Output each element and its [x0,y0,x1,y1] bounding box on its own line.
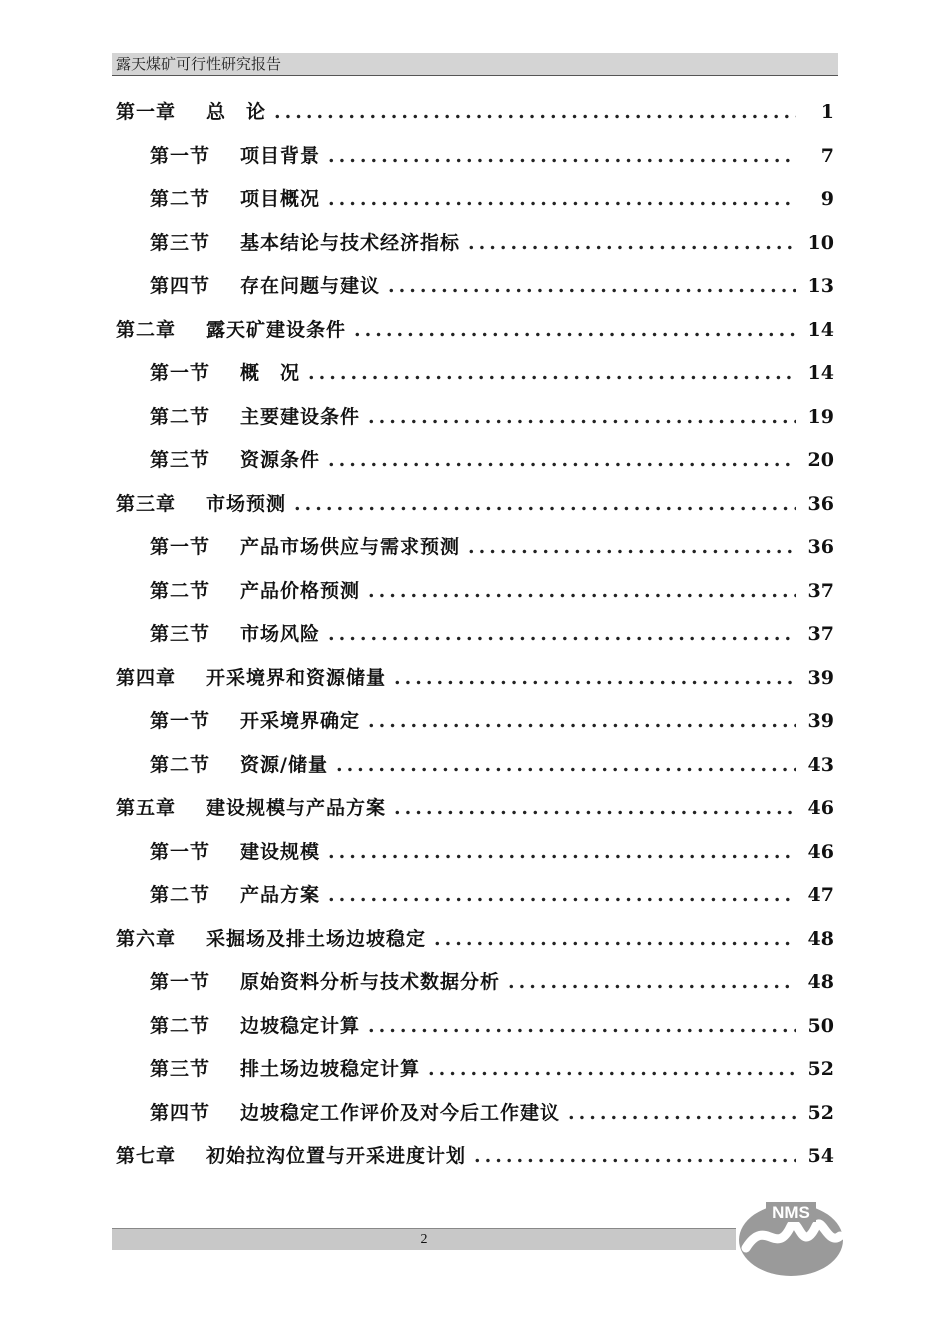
toc-section-entry[interactable] [150,704,834,734]
toc-entry-label [116,926,426,952]
toc-entry-number: 第一节 [150,536,211,558]
toc-entry-page: 52 [807,1101,834,1124]
toc-leader-dots [368,404,796,430]
toc-entry-title: 原始资料分析与技术数据分析 [240,971,501,993]
toc-entry-title: 建设规模 [240,840,321,863]
toc-leader-dots [328,186,796,212]
nms-logo-icon [736,1196,846,1276]
toc-entry-page: 39 [807,666,834,689]
toc-section-entry[interactable] [150,182,834,212]
toc-entry-label [150,447,320,473]
toc-section-entry[interactable] [150,269,834,299]
toc-entry-page: 47 [807,884,834,906]
toc-leader-dots [468,230,796,256]
toc-entry-title: 项目背景 [240,144,321,167]
toc-entry-title: 基本结论与技术经济指标 [240,231,461,254]
toc-entry-page: 36 [807,536,834,558]
toc-entry-number: 第二节 [150,405,211,428]
toc-entry-number: 第一节 [150,710,211,732]
toc-entry-number: 第二节 [150,1014,211,1037]
toc-entry-label [150,621,320,647]
toc-entry-page: 46 [807,797,834,819]
toc-entry-label [116,1143,466,1169]
toc-leader-dots [368,1013,796,1039]
toc-entry-label [150,578,360,604]
toc-entry-title: 产品价格预测 [240,579,361,602]
toc-section-entry[interactable] [150,878,834,908]
toc-section-entry[interactable] [150,1096,834,1126]
toc-chapter-entry[interactable] [116,95,834,125]
toc-entry-label [116,99,266,125]
toc-entry-number: 第一节 [150,144,211,167]
toc-section-entry[interactable] [150,617,834,647]
toc-entry-label [150,1056,420,1082]
toc-entry-title: 总 论 [206,101,267,123]
toc-entry-label [150,404,360,430]
toc-entry-number: 第五章 [116,797,177,819]
toc-section-entry[interactable] [150,748,834,778]
toc-chapter-entry[interactable] [116,661,834,691]
toc-entry-number: 第三节 [150,1058,211,1080]
toc-entry-title: 排土场边坡稳定计算 [240,1058,421,1080]
toc-entry-label [116,795,386,821]
toc-entry-title: 存在问题与建议 [240,275,381,297]
toc-entry-page: 19 [807,405,834,428]
logo-text: NMS [772,1203,810,1222]
toc-entry-page: 14 [807,318,834,341]
toc-entry-page: 46 [807,840,834,863]
toc-entry-label [150,186,320,212]
toc-section-entry[interactable] [150,530,834,560]
toc-leader-dots [368,578,796,604]
toc-leader-dots [328,882,796,908]
toc-leader-dots [468,534,796,560]
toc-leader-dots [474,1143,796,1169]
toc-leader-dots [274,99,796,125]
toc-entry-title: 项目概况 [240,188,321,210]
report-title: 露天煤矿可行性研究报告 [116,55,282,73]
toc-entry-label [150,969,500,995]
toc-entry-label [150,230,460,256]
toc-entry-number: 第二节 [150,884,211,906]
toc-chapter-entry[interactable] [116,791,834,821]
toc-entry-page: 9 [820,188,834,210]
toc-entry-title: 资源/储量 [240,753,328,776]
toc-chapter-entry[interactable] [116,487,834,517]
toc-entry-page: 48 [807,927,834,950]
toc-entry-page: 37 [807,579,834,602]
toc-entry-title: 产品市场供应与需求预测 [240,536,461,558]
toc-leader-dots [394,665,796,691]
toc-entry-label [116,317,346,343]
toc-entry-number: 第四节 [150,275,211,297]
toc-leader-dots [294,491,796,517]
toc-entry-label [150,708,360,734]
toc-leader-dots [328,143,796,169]
toc-entry-label [116,665,386,691]
toc-entry-label [150,1100,560,1126]
toc-entry-title: 市场风险 [240,623,321,645]
toc-entry-number: 第三章 [116,492,177,515]
toc-entry-number: 第四章 [116,666,177,689]
toc-chapter-entry[interactable] [116,313,834,343]
toc-leader-dots [388,273,796,299]
toc-entry-label [150,839,320,865]
toc-section-entry[interactable] [150,1052,834,1082]
toc-entry-number: 第四节 [150,1101,211,1124]
toc-section-entry[interactable] [150,443,834,473]
toc-section-entry[interactable] [150,574,834,604]
toc-entry-title: 开采境界确定 [240,710,361,732]
toc-leader-dots [428,1056,796,1082]
toc-entry-number: 第一节 [150,840,211,863]
toc-entry-number: 第二章 [116,318,177,341]
toc-entry-page: 48 [807,971,834,993]
toc-entry-number: 第三节 [150,231,211,254]
toc-entry-page: 54 [807,1145,834,1167]
toc-entry-title: 边坡稳定工作评价及对今后工作建议 [240,1101,561,1124]
toc-entry-title: 主要建设条件 [240,405,361,428]
toc-entry-label [116,491,286,517]
toc-entry-page: 37 [807,623,834,645]
toc-entry-title: 建设规模与产品方案 [206,797,387,819]
toc-section-entry[interactable] [150,835,834,865]
toc-entry-label [150,882,320,908]
toc-entry-title: 产品方案 [240,884,321,906]
toc-entry-page: 36 [807,492,834,515]
toc-leader-dots [328,621,796,647]
toc-entry-number: 第六章 [116,927,177,950]
toc-section-entry[interactable] [150,965,834,995]
toc-leader-dots [434,926,796,952]
toc-entry-page: 13 [807,275,834,297]
toc-chapter-entry[interactable] [116,922,834,952]
toc-entry-label [150,534,460,560]
toc-section-entry[interactable] [150,400,834,430]
toc-entry-label [150,752,328,778]
toc-entry-label [150,360,300,386]
running-header [112,53,838,76]
toc-leader-dots [354,317,796,343]
toc-leader-dots [368,708,796,734]
toc-entry-label [150,143,320,169]
toc-entry-number: 第二节 [150,188,211,210]
toc-section-entry[interactable] [150,1009,834,1039]
toc-entry-page: 52 [807,1058,834,1080]
toc-entry-title: 市场预测 [206,492,287,515]
toc-entry-page: 14 [807,362,834,384]
toc-entry-page: 50 [807,1014,834,1037]
toc-leader-dots [328,447,796,473]
toc-entry-number: 第二节 [150,753,211,776]
toc-chapter-entry[interactable] [116,1139,834,1169]
toc-entry-page: 39 [807,710,834,732]
toc-entry-number: 第一章 [116,101,177,123]
toc-entry-page: 1 [820,101,834,123]
toc-section-entry[interactable] [150,226,834,256]
toc-entry-page: 43 [807,753,834,776]
toc-entry-number: 第二节 [150,579,211,602]
toc-entry-number: 第一节 [150,971,211,993]
toc-entry-title: 开采境界和资源储量 [206,666,387,689]
toc-leader-dots [508,969,796,995]
toc-section-entry[interactable] [150,356,834,386]
toc-entry-number: 第三节 [150,623,211,645]
toc-entry-title: 边坡稳定计算 [240,1014,361,1037]
toc-entry-page: 7 [820,144,834,167]
toc-entry-number: 第七章 [116,1145,177,1167]
toc-entry-title: 概 况 [240,362,301,384]
toc-section-entry[interactable] [150,139,834,169]
toc-leader-dots [336,752,796,778]
toc-entry-page: 20 [807,449,834,471]
toc-leader-dots [394,795,796,821]
toc-entry-number: 第三节 [150,449,211,471]
toc-leader-dots [308,360,796,386]
toc-entry-title: 露天矿建设条件 [206,318,347,341]
toc-leader-dots [328,839,796,865]
toc-entry-label [150,1013,360,1039]
toc-entry-label [150,273,380,299]
toc-entry-title: 采掘场及排土场边坡稳定 [206,927,427,950]
toc-entry-title: 资源条件 [240,449,321,471]
toc-entry-number: 第一节 [150,362,211,384]
toc-leader-dots [568,1100,796,1126]
toc-entry-title: 初始拉沟位置与开采进度计划 [206,1145,467,1167]
footer-bar [112,1228,736,1250]
page-number: 2 [420,1232,428,1247]
toc-entry-page: 10 [807,231,834,254]
